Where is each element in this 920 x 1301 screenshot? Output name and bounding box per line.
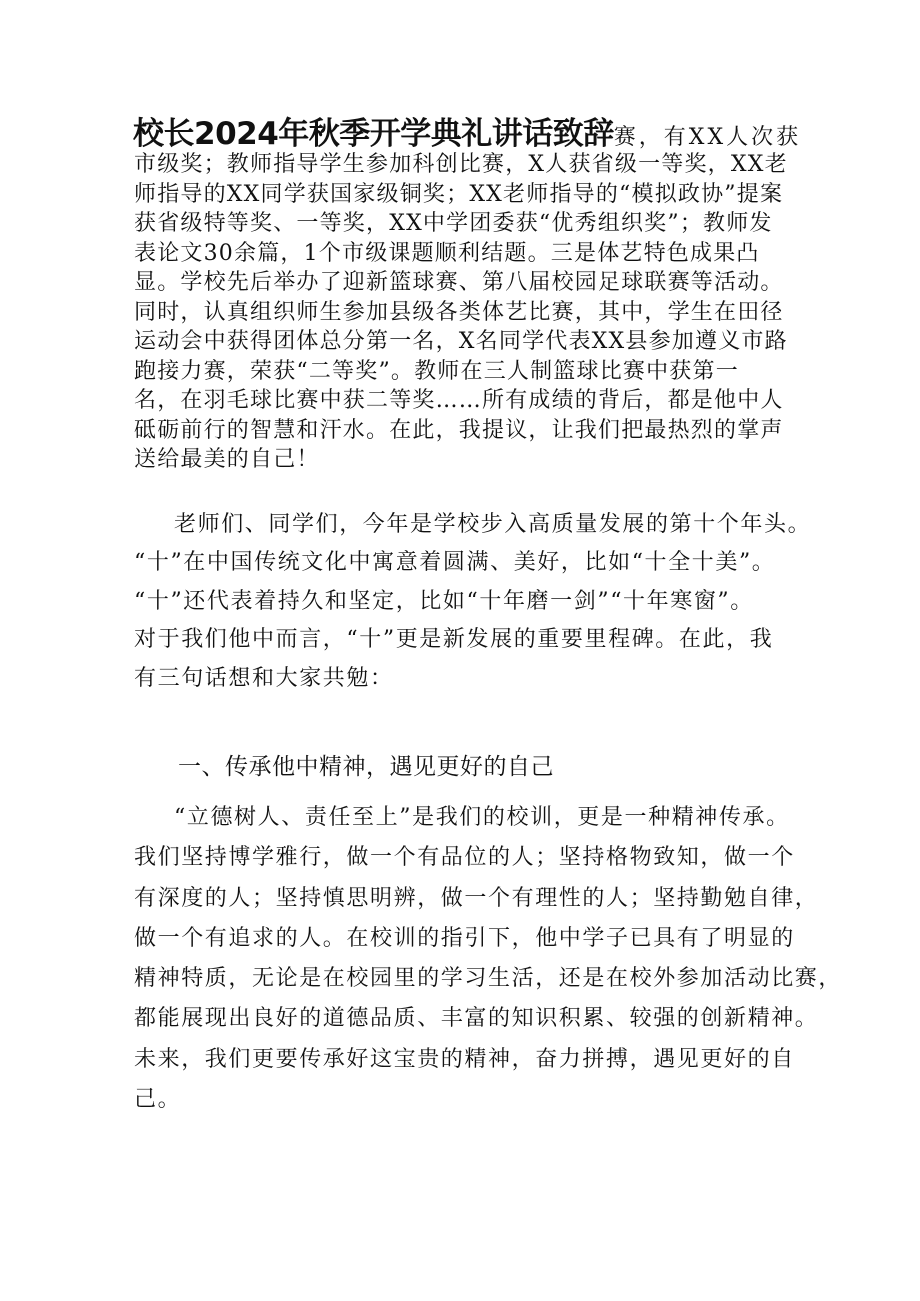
text-line: 对于我们他中而言，“十”更是新发展的重要里程碑。在此，我: [134, 627, 774, 653]
document-title: 校长2024年秋季开学典礼讲话致辞: [133, 116, 614, 152]
text-line: 老师们、同学们，今年是学校步入高质量发展的第十个年头。: [174, 512, 812, 537]
text-line: 市级奖；教师指导学生参加科创比赛，X人获省级一等奖，XX老: [134, 152, 788, 177]
text-line: 砥砺前行的智慧和汗水。在此，我提议，让我们把最热烈的掌声: [134, 417, 784, 443]
text-line: 师指导的XX同学获国家级铜奖；XX老师指导的“模拟政协”提案: [134, 181, 784, 207]
paragraph-tenth-year: [134, 506, 812, 698]
text-line: 表论文30余篇，1个市级课题顺利结题。三是体艺特色成果凸: [134, 240, 760, 266]
text-line: “十”还代表着持久和坚定，比如“十年磨一剑”“十年寒窗”。: [134, 588, 754, 614]
paragraph-school-spirit: [134, 798, 843, 1120]
text-line: “立德树人、责任至上”是我们的校训，更是一种精神传承。: [174, 805, 790, 830]
title-line: [133, 108, 802, 152]
text-line: 获省级特等奖、一等奖，XX中学团委获“优秀组织奖”；教师发: [134, 211, 773, 236]
text-line: 名，在羽毛球比赛中获二等奖……所有成绩的背后，都是他中人: [134, 388, 784, 413]
section-heading: 一、传承他中精神，遇见更好的自己: [178, 754, 554, 780]
text-line: 有深度的人；坚持慎思明辨，做一个有理性的人；坚持勤勉自律，: [134, 885, 819, 911]
text-line: 做一个有追求的人。在校训的指引下，他中学子已具有了明显的: [134, 925, 795, 951]
text-line: 精神特质，无论是在校园里的学习生活，还是在校外参加活动比赛，: [134, 966, 843, 992]
paragraph-achievements: [134, 150, 794, 475]
text-line: 我们坚持博学雅行，做一个有品位的人；坚持格物致知，做一个: [134, 845, 795, 871]
text-line: 己。: [134, 1087, 182, 1113]
text-line: “十”在中国传统文化中寓意着圆满、美好，比如“十全十美”。: [134, 550, 776, 576]
text-line: 都能展现出良好的道德品质、丰富的知识积累、较强的创新精神。: [134, 1006, 819, 1032]
text-line: 跑接力赛，荣获“二等奖”。教师在三人制篮球比赛中获第一: [134, 358, 739, 384]
text-line: 未来，我们更要传承好这宝贵的精神，奋力拼搏，遇见更好的自: [134, 1046, 795, 1072]
text-line: 运动会中获得团体总分第一名，X名同学代表XX县参加遵义市路: [134, 329, 788, 354]
text-line: 有三句话想和大家共勉：: [134, 665, 394, 691]
title-tail-text: 赛，有XX人次获: [613, 125, 802, 150]
text-line: 送给最美的自己！: [134, 447, 320, 472]
text-line: 同时，认真组织师生参加县级各类体艺比赛，其中，学生在田径: [134, 299, 784, 325]
text-line: 显。学校先后举办了迎新篮球赛、第八届校园足球联赛等活动。: [134, 270, 784, 295]
